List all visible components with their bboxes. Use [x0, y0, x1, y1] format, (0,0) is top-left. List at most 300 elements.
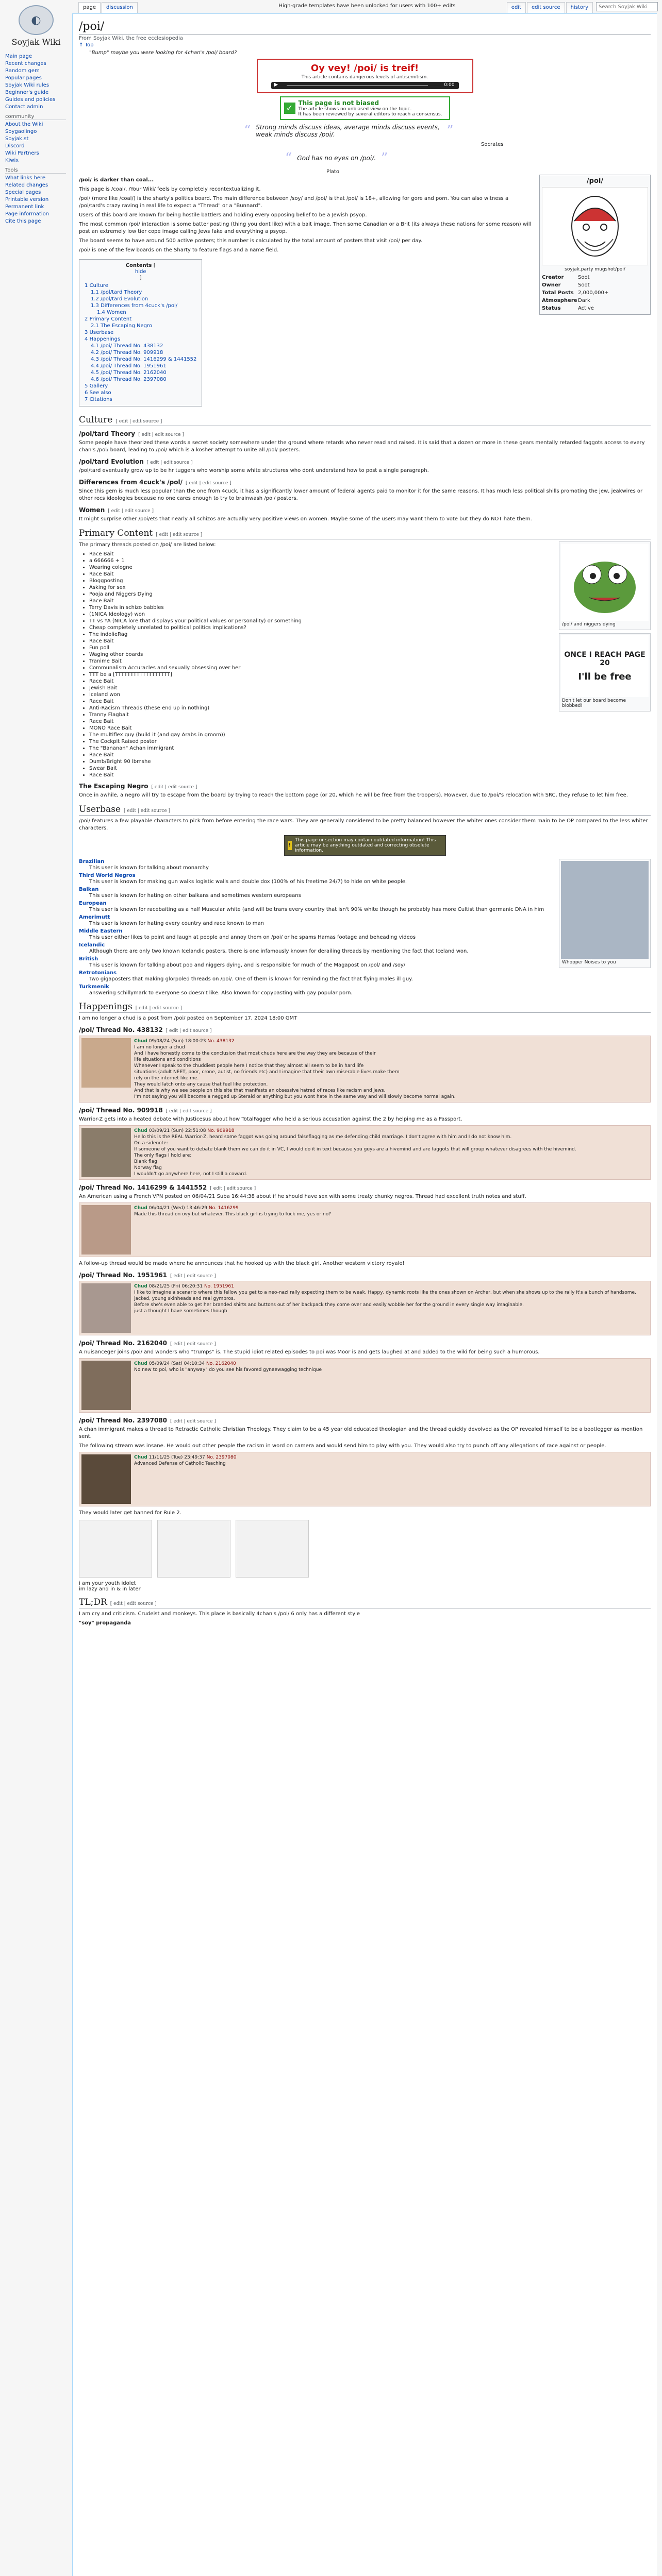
banner-title: Oy vey! /poi/ is treif!: [310, 63, 419, 74]
toc-text: /poi/ Thread No. 2162040: [101, 370, 167, 376]
sidebar-tool-link[interactable]: Permanent link: [5, 204, 44, 210]
gallery-image[interactable]: [236, 1520, 309, 1578]
logo-text: Soyjak Wiki: [11, 37, 61, 47]
gallery-image[interactable]: [79, 1520, 152, 1578]
list-item: • Communalism Accuracles and sexually obsessing over her: [89, 665, 651, 671]
infobox-row: [542, 289, 648, 297]
once-i-reach-image[interactable]: [561, 635, 649, 697]
sidebar-tool-link[interactable]: Cite this page: [5, 218, 41, 224]
post-name: Chud: [134, 1284, 147, 1289]
checkmark-icon: ✓: [284, 103, 295, 114]
toc-item[interactable]: [85, 329, 196, 336]
quote-plato: [285, 150, 651, 166]
edit-section-link[interactable]: [ edit | edit source ]: [166, 1028, 212, 1033]
tab-history[interactable]: history: [566, 2, 593, 13]
post-line: Made this thread on ovy but whatever. This black girl is trying to fuck me, yes or no?: [134, 1212, 331, 1217]
user-type-link[interactable]: Turkmenik: [79, 984, 109, 990]
toc-item[interactable]: [85, 376, 196, 383]
thread-2397080-end: They would later get banned for Rule 2.: [79, 1510, 181, 1516]
soyjak-logo-icon: ◐: [19, 5, 54, 35]
user-type-description: answering schillymark to everyone so doesn't like. Also known for copypasting with gay popular porn.: [89, 990, 353, 996]
post-header: [134, 1128, 576, 1134]
sidebar: [0, 0, 72, 225]
community-heading: community: [5, 114, 66, 120]
post-line: life situations and conditions: [134, 1057, 201, 1062]
post-line: No new to poi, who is "anyway" do you see his favored gynaewagging technique: [134, 1367, 322, 1372]
edit-section-link[interactable]: [ edit | edit source ]: [170, 1342, 216, 1347]
section-thread-1951961: /poi/ Thread No. 1951961 [ edit | edit source ]: [79, 1272, 216, 1279]
toc-item[interactable]: [85, 309, 196, 316]
soyjak-face-icon: [561, 190, 628, 262]
toc-number: 4.4: [91, 363, 99, 369]
post-date: 11/11/25 (Tue) 23:49:37: [148, 1455, 205, 1460]
user-type-description: This user is known for making gun walks logistic walls and double dox (100% of his freetime 24/7) to hide on white people.: [89, 879, 407, 885]
top-bar: [72, 0, 662, 13]
quote-socrates: [244, 123, 651, 139]
tldr-paragraph: I am cry and criticism. Crudeist and monkeys. This place is basically 4chan's /pol/ 6 only has a different style: [79, 1611, 360, 1617]
toc-number: 4: [85, 336, 88, 342]
table-of-contents: [79, 259, 202, 406]
banner-text: This article contains dangerous levels of antisemitism.: [301, 75, 428, 80]
toc-text: /pol/tard Evolution: [101, 296, 148, 302]
once-sub: I'll be free: [578, 671, 632, 682]
post-line: They would latch onto any cause that feel like protection.: [134, 1082, 268, 1087]
user-type-link[interactable]: Icelandic: [79, 942, 105, 948]
infobox-value: Dark: [578, 298, 590, 303]
section-thread-909918: /poi/ Thread No. 909918 [ edit | edit source ]: [79, 1107, 212, 1114]
tools-navigation: [5, 167, 72, 225]
thread-909918-paragraph: Warrior-Z gets into a heated debate with Justicesus about how TotalFagger who held a serious accusation against the 2 by helping me as a Passport.: [79, 1116, 462, 1122]
section-theory: /pol/tard Theory [ edit | edit source ]: [79, 430, 184, 437]
toc-item[interactable]: [85, 389, 196, 396]
toc-text: Women: [107, 310, 126, 315]
toc-item[interactable]: [85, 356, 196, 363]
section-tldr: TL;DR [ edit | edit source ]: [79, 1597, 651, 1608]
post-date: 05/09/24 (Sat) 04:10:34: [148, 1361, 205, 1366]
imageboard-post: [79, 1202, 651, 1257]
gallery-image[interactable]: [157, 1520, 230, 1578]
toc-number: 4.2: [91, 350, 99, 355]
list-item: • Race Bait: [89, 638, 651, 645]
post-line: If someone of you want to debate blank them we can do it in VC, I would do it in text because you guys are a hivemind and are faggots that will group whatever disagrees with the hivemind.: [134, 1147, 576, 1152]
sidebar-nav-link[interactable]: Soyjak Wiki rules: [5, 82, 49, 88]
sidebar-nav-link[interactable]: Main page: [5, 54, 32, 59]
post-line: I wouldn't go anywhere here, not I still a coward.: [134, 1172, 247, 1177]
toc-item[interactable]: [85, 369, 196, 376]
toc-text: Citations: [89, 397, 112, 402]
edit-section-link[interactable]: [ edit | edit source ]: [185, 481, 231, 486]
post-line: Whenever I speak to the chuddiest people here I notice that they almost all seem to be in hard life: [134, 1063, 364, 1069]
infobox-value: Soot: [578, 275, 590, 280]
post-body: [134, 1038, 456, 1100]
tab-edit[interactable]: edit: [507, 2, 526, 13]
toc-text: /pol/tard Theory: [101, 290, 142, 295]
post-number[interactable]: No. 438132: [207, 1039, 235, 1044]
list-item: • Wearing cologne: [89, 564, 651, 571]
infobox-key: Owner: [542, 282, 561, 288]
post-line: And that is why we see people on this site that manifests an obsessive hatred of races like racism and jews.: [134, 1088, 386, 1093]
thread-1416299-after: A follow-up thread would be made where he announces that he hooked up with the black girl. Another western victory royale!: [79, 1261, 405, 1266]
sidebar-community-link[interactable]: Kiwix: [5, 158, 19, 163]
post-date: 09/08/24 (Sun) 18:00:23: [148, 1039, 206, 1044]
list-item: • TTT be a [TTTTTTTTTTTTTTTTTT]: [89, 671, 651, 678]
user-type-description: This user is known for talking about poo and niggers dying, and is responsible for much of the Magapost on /pol/ and /soy/: [89, 962, 406, 968]
quote-mark-icon: “: [244, 123, 251, 139]
toc-item[interactable]: [85, 343, 196, 349]
post-number[interactable]: No. 2397080: [206, 1455, 237, 1460]
list-item: • Race Bait: [89, 772, 651, 778]
user-type-link[interactable]: Middle Eastern: [79, 928, 123, 934]
post-thumbnail[interactable]: [81, 1361, 131, 1410]
post-date: 08/21/25 (Fri) 06:20:31: [148, 1284, 203, 1289]
section-escaping: The Escaping Negro [ edit | edit source ]: [79, 783, 197, 790]
sidebar-nav-link[interactable]: Guides and policies: [5, 97, 56, 103]
sidebar-nav-link[interactable]: Contact admin: [5, 104, 43, 110]
toc-text: /poi/ Thread No. 2397080: [101, 377, 167, 382]
toc-item[interactable]: [85, 349, 196, 356]
toc-number: 2: [85, 316, 88, 322]
post-line: Hello this is the REAL Warrior-Z, heard some faggot was going around falseflagging as me defending child marriage. I don't agree with him and I do not know him.: [134, 1134, 512, 1140]
post-number[interactable]: No. 1416299: [208, 1206, 239, 1211]
post-line: On a sidenote:: [134, 1141, 168, 1146]
user-type-link[interactable]: European: [79, 901, 107, 906]
infobox-row: [542, 297, 648, 304]
imageboard-post: [79, 1358, 651, 1413]
toc-item[interactable]: [85, 363, 196, 369]
post-thumbnail[interactable]: [81, 1038, 131, 1088]
imageboard-post: [79, 1281, 651, 1335]
sidebar-tool-link[interactable]: Special pages: [5, 190, 41, 195]
tab-edit-source[interactable]: edit source: [527, 2, 565, 13]
toc-number: 5: [85, 383, 88, 389]
hatnote: "Bump" maybe you were looking for 4chan's /poi/ board?: [89, 50, 237, 56]
post-name: Chud: [134, 1455, 147, 1460]
toc-text: /poi/ Thread No. 438132: [101, 343, 163, 349]
toc-text: /poi/ Thread No. 1416299 & 1441552: [101, 357, 197, 362]
quote-mark-icon: ”: [446, 123, 454, 139]
audio-player[interactable]: [271, 82, 459, 89]
figure-blurb: [559, 859, 651, 968]
infobox-key: Total Posts: [542, 290, 574, 296]
sidebar-community-link[interactable]: Wiki Partners: [5, 150, 39, 156]
infobox-image[interactable]: [542, 187, 648, 265]
edit-section-link[interactable]: [ edit | edit source ]: [166, 1109, 212, 1114]
thread-2162040-paragraph: A nuisanceger joins /poi/ and wonders who "trumps" is. The stupid idiot related episodes to poi was Moor is and gets laughed at and added to the wiki for being such a humorous.: [79, 1349, 540, 1355]
pepe-image[interactable]: [561, 544, 649, 621]
edit-section-link[interactable]: [ edit | edit source ]: [170, 1274, 216, 1279]
blurb-image[interactable]: [561, 861, 649, 959]
section-userbase: Userbase [ edit | edit source ]: [79, 804, 651, 816]
section-thread-1416299: /poi/ Thread No. 1416299 & 1441552 [ edit | edit source ]: [79, 1184, 256, 1191]
list-item: • Jewish Bait: [89, 685, 651, 691]
quote-mark-icon: “: [285, 150, 292, 166]
infobox-row: [542, 274, 648, 281]
edit-section-link[interactable]: [ edit | edit source ]: [210, 1186, 256, 1191]
post-line: Norway flag: [134, 1165, 162, 1171]
post-name: Chud: [134, 1206, 147, 1211]
user-type-description: This user is known for talking about monarchy: [89, 865, 209, 871]
to-top-link[interactable]: ↑ Top: [79, 42, 94, 48]
quote-attribution: Plato: [326, 169, 339, 175]
toc-number: 1.4: [97, 310, 105, 315]
toc-item[interactable]: [85, 316, 196, 323]
list-item: • Asking for sex: [89, 584, 651, 591]
toc-number: 4.6: [91, 377, 99, 382]
list-item: • Terry Davis in schizo babbles: [89, 604, 651, 611]
list-item: • (1NICA Ideology) won: [89, 611, 651, 618]
post-name: Chud: [134, 1361, 147, 1366]
edit-section-link[interactable]: [ edit | edit source ]: [138, 432, 184, 437]
player-time: 0:00: [444, 82, 455, 88]
primary-intro: The primary threads posted on /poi/ are listed below:: [79, 542, 216, 548]
women-paragraph: It might surprise other /poi/ets that nearly all schizos are actually very positive views on women. Maybe some of the users may want them to vote but they do NOT hate them.: [79, 516, 532, 522]
edit-section-link[interactable]: [ edit | edit source ]: [170, 1419, 216, 1424]
list-item: • Race Bait: [89, 718, 651, 725]
edit-section-link[interactable]: [ edit | edit source ]: [115, 419, 162, 424]
warning-icon: !: [288, 841, 292, 850]
end-post: [79, 1581, 651, 1592]
search-input[interactable]: [596, 2, 658, 11]
post-line: I am no longer a chud: [134, 1045, 185, 1050]
gallery: [79, 1520, 651, 1578]
post-line: I'm not saying you will become a negged up Steraid or anything but you wont hate in the same way and will slowly become normal again.: [134, 1094, 456, 1099]
post-header: [134, 1361, 322, 1367]
bias-text-1: The article shows no unbiased view on the topic.: [298, 107, 412, 112]
toc-title: Contents [ hide ]: [85, 263, 196, 281]
tab-page[interactable]: page: [78, 2, 101, 13]
post-line: Blank flag: [134, 1159, 157, 1164]
infobox-key: Status: [542, 306, 561, 311]
edit-section-link[interactable]: [ edit | edit source ]: [110, 1601, 157, 1606]
once-title: ONCE I REACH PAGE 20: [564, 650, 646, 667]
user-type-link[interactable]: British: [79, 956, 98, 962]
infobox-title: /poi/: [586, 177, 604, 185]
toc-item[interactable]: [85, 383, 196, 389]
imageboard-post: [79, 1125, 651, 1180]
list-item: • The "Bananan" Achan immigrant: [89, 745, 651, 752]
page-source: From Soyjak Wiki, the free ecclesiopedia: [79, 36, 184, 41]
differences-paragraph: Since this gem is much less popular than the one from 4cuck, it has a significantly lower amount of federal agents paid to monitor it for the same reasons. It has much less political shills promoting the jew, jeakwires or other recs ideologies because no one cares enough to try to brainwash /poi/ posters.: [79, 488, 643, 501]
toc-text: Primary Content: [89, 316, 132, 322]
toc-text: /poi/ Thread No. 909918: [101, 350, 163, 355]
quote-text: God has no eyes on /poi/.: [297, 155, 376, 162]
user-type-link[interactable]: Brazilian: [79, 859, 105, 865]
post-header: [134, 1283, 648, 1290]
list-item: • Pooja and Niggers Dying: [89, 591, 651, 598]
user-type-link[interactable]: Amerimutt: [79, 914, 110, 920]
infobox-key: Atmosphere: [542, 298, 577, 303]
toc-text: Happenings: [89, 336, 121, 342]
toc-number: 4.5: [91, 370, 99, 376]
edit-section-link[interactable]: [ edit | edit source ]: [108, 509, 154, 514]
list-item: • Dumb/Bright 90 lbmshe: [89, 758, 651, 765]
toc-number: 4.1: [91, 343, 99, 349]
figure-pepe: [559, 541, 651, 630]
post-line: Before she's even able to get her branded shirts and buttons out of her backpack they come over and easily wobble her for the ground in every single way imaginable.: [134, 1302, 524, 1308]
list-item: • The indolieRag: [89, 631, 651, 638]
site-logo[interactable]: [0, 0, 72, 50]
intro-paragraph-2: /poi/ (more like /coal/) is the sharty's politics board. The main difference between /soy/ and /poi/ is that /poi/ is 18+, allowing for gore and porn. You can also witness a /poi/tard's crazy raving in real life to expect a "Thread" or a "Bunnard".: [79, 196, 509, 209]
evolution-paragraph: /pol/tard eventually grow up to be hr tuggers who worship some white structures who dont understand how to post a single paragraph.: [79, 468, 429, 473]
toc-number: 7: [85, 397, 88, 402]
user-type-description: Two gigaposters that making glorpoled threads on /poi/. One of them is known for reminding the fact that flying males ill guy.: [89, 976, 413, 982]
quote-attribution: Socrates: [481, 142, 504, 147]
site-notice: High-grade templates have been unlocked for users with 100+ edits: [278, 3, 456, 9]
figure-caption: /pol/ and niggers dying: [562, 622, 616, 627]
toc-item[interactable]: [85, 336, 196, 343]
article-content: [72, 13, 657, 2576]
outdated-warning: [284, 835, 446, 856]
user-type-description: This user is known for hating every country and race known to man: [89, 921, 264, 926]
post-header: [134, 1454, 236, 1461]
quote-mark-icon: ”: [381, 150, 388, 166]
thread-1416299-paragraph: An American using a French VPN posted on 06/04/21 Suba 16:44:38 about if he should have sex with some treaty chunky negros. Thread had excellent truth notes and stuff.: [79, 1194, 526, 1199]
toc-item[interactable]: [85, 396, 196, 403]
post-body: [134, 1361, 322, 1410]
sidebar-nav-link[interactable]: Beginner's guide: [5, 90, 49, 95]
toc-text: Differences from 4cuck's /pol/: [101, 303, 178, 309]
toc-text: The Escaping Negro: [101, 323, 153, 329]
edit-section-link[interactable]: [ edit | edit source ]: [124, 808, 171, 814]
post-header: [134, 1038, 456, 1044]
list-item: • Anti-Racism Threads (these end up in nothing): [89, 705, 651, 711]
infobox-key: Creator: [542, 275, 564, 280]
infobox-row: [542, 281, 648, 289]
list-item: • Swear Bait: [89, 765, 651, 772]
list-item: • Cheap completely unrelated to political politics implications?: [89, 624, 651, 631]
user-type-description: This user either likes to point and laugh at people and annoy them on /poi/ or he spams Hamas footage and beheading videos: [89, 935, 416, 940]
edit-section-link[interactable]: [ edit | edit source ]: [151, 785, 197, 790]
section-evolution: /pol/tard Evolution [ edit | edit source ]: [79, 458, 193, 465]
post-body: [134, 1454, 236, 1504]
intro-dark: /poi/ is darker than coal...: [79, 177, 154, 183]
end-post-line: im lazy and in & in later: [79, 1586, 141, 1592]
toc-item[interactable]: [85, 323, 196, 329]
propaganda-label: "soy" propaganda: [79, 1620, 131, 1626]
post-line: Advanced Defense of Catholic Teaching: [134, 1461, 226, 1466]
toc-number: 1.2: [91, 296, 99, 302]
toc-text: Culture: [89, 283, 108, 289]
sidebar-community-link[interactable]: Soygaolingo: [5, 129, 37, 134]
post-number[interactable]: No. 2162040: [206, 1361, 236, 1366]
infobox-value: Active: [578, 306, 594, 311]
toc-number: 2.1: [91, 323, 99, 329]
progress-track[interactable]: [287, 85, 428, 86]
list-item: • Tranny Flagbait: [89, 711, 651, 718]
post-date: 03/09/21 (Sun) 22:51:08: [148, 1128, 206, 1133]
post-thumbnail[interactable]: [81, 1283, 131, 1333]
community-navigation: [5, 114, 72, 164]
quote-text: Strong minds discuss ideas, average minds discuss events, weak minds discuss /poi/.: [256, 124, 440, 138]
toc-item[interactable]: [85, 289, 196, 296]
imageboard-post: [79, 1036, 651, 1103]
infobox-value: 2,000,000+: [578, 290, 609, 296]
user-type-link[interactable]: Balkan: [79, 887, 99, 892]
frog-icon: [566, 546, 643, 618]
post-number[interactable]: No. 909918: [207, 1128, 235, 1133]
infobox-value: Soot: [578, 282, 590, 288]
toc-text: Gallery: [89, 383, 108, 389]
thread-2397080-paragraph: A chan immigrant makes a thread to Retractic Catholic Christian Theology. They claim to be a 45 year old educated theologian and the thread quickly devolved as the OP revealed himself to be a bootlegger as mention sent.: [79, 1427, 643, 1439]
tools-heading: Tools: [5, 167, 66, 174]
toc-item[interactable]: [85, 282, 196, 289]
toc-item[interactable]: [85, 296, 196, 302]
sidebar-community-link[interactable]: Discord: [5, 143, 25, 149]
post-line: I like to imagine a scenario where this fellow you get to a neo-nazi rally expecting them to be weak. Happy, dynamic roots like the ones shown on Archer, but when she shows up to the rally it's a bunch of handsome, jacked, young skinheads and real gymbros.: [134, 1290, 636, 1301]
post-line: just a thought I have sometimes though: [134, 1309, 227, 1314]
post-thumbnail[interactable]: [81, 1454, 131, 1504]
bias-title: This page is not biased: [298, 99, 379, 107]
figure-caption: Whopper Noises to you: [562, 960, 616, 965]
sidebar-nav-link[interactable]: Recent changes: [5, 61, 46, 66]
sidebar-tool-link[interactable]: Related changes: [5, 182, 48, 188]
section-primary-content: Primary Content [ edit | edit source ]: [79, 528, 651, 539]
edit-section-link[interactable]: [ edit | edit source ]: [135, 1006, 182, 1011]
toc-item[interactable]: [85, 302, 196, 309]
edit-section-link[interactable]: [ edit | edit source ]: [156, 532, 203, 537]
list-item: • Tranime Bait: [89, 658, 651, 665]
intro-paragraph-3: Users of this board are known for being hostile battlers and holding every opposing belief to be a Jewish psyop.: [79, 212, 367, 218]
section-thread-438132: /poi/ Thread No. 438132 [ edit | edit source ]: [79, 1026, 212, 1033]
sidebar-tool-link[interactable]: Page information: [5, 211, 49, 217]
warning-text: This page or section may contain outdated information! This article may be anything outdated and correcting obsolete information.: [295, 838, 436, 853]
post-name: Chud: [134, 1039, 147, 1044]
toc-text: Userbase: [89, 330, 114, 335]
warning-banner: [257, 59, 473, 93]
list-item: • Race Bait: [89, 698, 651, 705]
user-type-description: Although there are only two known Icelandic posters, there is one infamously known for derailing threads by mentioning the fact that Iceland won.: [89, 948, 469, 954]
toc-text: /poi/ Thread No. 1951961: [101, 363, 167, 369]
figure-caption: Don't let our board become blobbed!: [562, 698, 626, 708]
post-line: rely on the internet like me.: [134, 1076, 199, 1081]
toc-hide-link[interactable]: hide: [135, 269, 146, 275]
sidebar-nav-link[interactable]: Random gem: [5, 68, 40, 74]
toc-number: 1.3: [91, 303, 99, 309]
tab-discussion[interactable]: discussion: [102, 2, 138, 13]
edit-section-link[interactable]: [ edit | edit source ]: [146, 460, 193, 465]
bias-notice: [280, 96, 450, 120]
toc-number: 1: [85, 283, 88, 289]
intro-paragraph-4: The most common /poi/ interaction is some batter posting (thing you dont like) with a bait image. Then some Canadian or a Brit (its always these nations for some reason) will post an extremely low tier cope image calling Jews fake and everything a psyop.: [79, 222, 532, 234]
user-type-link[interactable]: Retrotonians: [79, 970, 117, 976]
post-thumbnail[interactable]: [81, 1205, 131, 1255]
sidebar-community-link[interactable]: Soyjak.st: [5, 136, 29, 142]
sidebar-community-link[interactable]: About the Wiki: [5, 122, 43, 127]
toc-number: 3: [85, 330, 88, 335]
toc-number: 6: [85, 390, 88, 396]
user-type-description: This user is known for racebaiting as a half Muscular white (and will be trans every country that isn't 90% white though he probably has more Cultist than germanic DNA in him: [89, 907, 544, 912]
play-icon[interactable]: ▶: [274, 82, 278, 88]
post-number[interactable]: No. 1951961: [204, 1284, 234, 1289]
userbase-paragraph: /poi/ features a few playable characters to pick from before entering the race wars. They are generally considered to be pretty balanced however the whiter ones consider them main to be OP compared to the less whiter characters.: [79, 818, 648, 831]
toc-number: 4.3: [91, 357, 99, 362]
end-post-line: i am your youth idolet: [79, 1581, 136, 1586]
section-happenings: Happenings [ edit | edit source ]: [79, 1002, 651, 1013]
post-body: [134, 1128, 576, 1177]
user-type-link[interactable]: Third World Negros: [79, 873, 136, 878]
sidebar-nav-link[interactable]: Popular pages: [5, 75, 42, 81]
user-type-description: This user is known for hating on other balkans and sometimes western europeans: [89, 893, 301, 899]
sidebar-tool-link[interactable]: Printable version: [5, 197, 49, 202]
list-item: • The multiflex guy (build it (and gay Arabs in groom)): [89, 732, 651, 738]
sidebar-tool-link[interactable]: What links here: [5, 175, 46, 181]
post-line: And I have honestly come to the conclusion that most chuds here are the way they are because of their: [134, 1051, 376, 1056]
post-thumbnail[interactable]: [81, 1128, 131, 1177]
list-item: • Race Bait: [89, 571, 651, 578]
section-culture: Culture [ edit | edit source ]: [79, 415, 651, 426]
list-item: • Race Bait: [89, 752, 651, 758]
intro-paragraph-1: This page is /coal/. /Your Wiki/ feels by completely recontextualizing it.: [79, 187, 261, 192]
